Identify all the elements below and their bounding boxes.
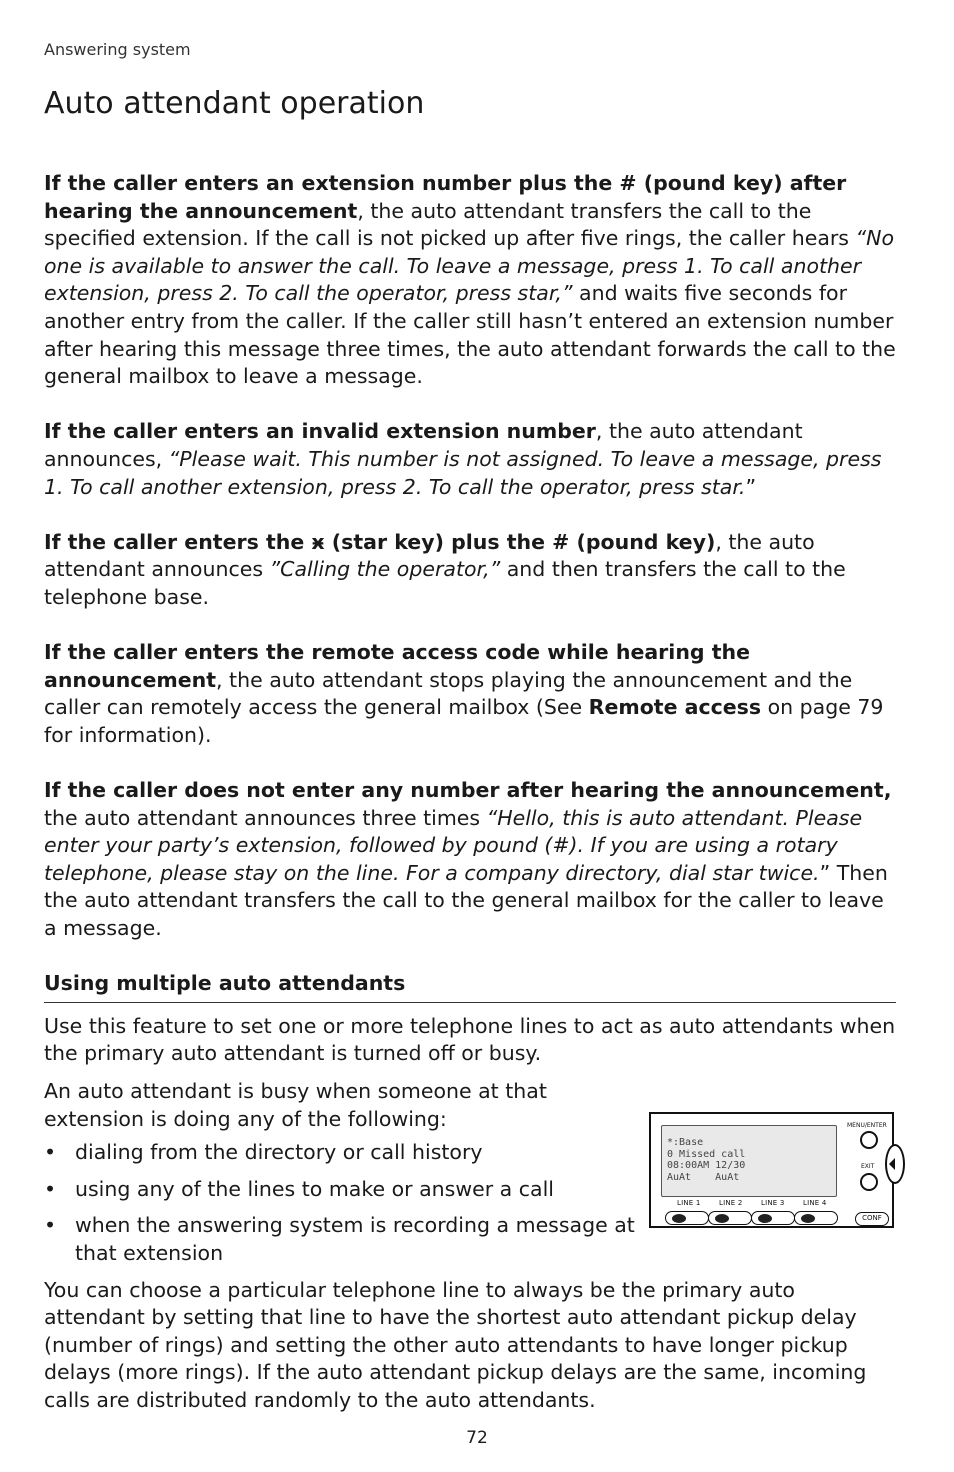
- phone-illustration: [649, 1112, 894, 1228]
- star-key-icon: ӿ: [311, 529, 325, 554]
- exit-label: EXIT: [861, 1163, 875, 1170]
- line-1-button-icon: [665, 1211, 709, 1225]
- screen-line: AuAt AuAt: [667, 1171, 740, 1183]
- nav-wheel-icon: [885, 1144, 905, 1184]
- screen-line: 0 Missed call: [667, 1148, 746, 1160]
- nav-arrow-icon: [889, 1158, 895, 1170]
- line-label: LINE 3: [761, 1199, 785, 1207]
- section-label: Answering system: [44, 40, 191, 59]
- line-4-button-icon: [794, 1211, 838, 1225]
- line-label: LINE 1: [677, 1199, 701, 1207]
- section-heading: Using multiple auto attendants: [44, 970, 896, 1003]
- paragraph-invalid-extension: If the caller enters an invalid extension number, the auto attendant announces, “Please wait. This number is not assigned. To leave a message, press 1. To call another extension, press 2. To call the operator, press star.”: [44, 419, 882, 499]
- paragraph-extension-entry: If the caller enters an extension number plus the # (pound key) after hearing the announcement, the auto attendant transfers the call to the specified extension. If the call is not picked up after five rings, the caller hears “No one is available to answer the call. To leave a message, press 1. To call another extension, press 2. To call the operator, press star,” and waits five seconds for another entry from the caller. If the caller still hasn’t entered an extension number after hearing this message three times, the auto attendant forwards the call to the general mailbox to leave a message.: [44, 171, 896, 389]
- paragraph-busy-intro: An auto attendant is busy when someone at that extension is doing any of the following:: [44, 1079, 547, 1131]
- page-number: 72: [466, 1428, 488, 1448]
- menu-enter-label: MENU/ENTER: [847, 1122, 887, 1129]
- screen-line: *:Base: [667, 1137, 704, 1148]
- phone-screen: [661, 1125, 837, 1197]
- paragraph-multiple-intro: Use this feature to set one or more telephone lines to act as auto attendants when the primary auto attendant is turned off or busy.: [44, 1013, 896, 1066]
- screen-line: 08:00AM 12/30: [667, 1160, 746, 1171]
- paragraph-star-pound: If the caller enters the ӿ (star key) plus the # (pound key), the auto attendant announces ”Calling the operator,” and then transfers the call to the telephone base.: [44, 529, 846, 609]
- list-item: • when the answering system is recording a message at that extension: [44, 1212, 644, 1267]
- list-item: • dialing from the directory or call history: [44, 1139, 644, 1167]
- list-item: • using any of the lines to make or answer a call: [44, 1176, 644, 1204]
- line-label: LINE 4: [803, 1199, 827, 1207]
- paragraph-primary-attendant: You can choose a particular telephone line to always be the primary auto attendant by setting that line to have the shortest auto attendant pickup delay (number of rings) and setting the other auto attendants to have longer pickup delays (more rings). If the auto attendant pickup delays are the same, incoming calls are distributed randomly to the auto attendants.: [44, 1277, 867, 1412]
- paragraph-no-entry: If the caller does not enter any number after hearing the announcement, the auto attendant announces three times “Hello, this is auto attendant. Please enter your party’s extension, followed by pound (#). If you are using a rotary telephone, please stay on the line. For a company directory, dial star twice.” Then the auto attendant transfers the call to the general mailbox for the caller to leave a message.: [44, 778, 892, 941]
- body-text: [44, 170, 896, 1442]
- page-title: Auto attendant operation: [44, 86, 425, 121]
- conf-button-icon: CONF: [855, 1212, 889, 1226]
- busy-conditions-list: [44, 1139, 644, 1267]
- line-3-button-icon: [751, 1211, 795, 1225]
- line-label: LINE 2: [719, 1199, 743, 1207]
- line-2-button-icon: [708, 1211, 752, 1225]
- paragraph-remote-access: If the caller enters the remote access code while hearing the announcement, the auto attendant stops playing the announcement and the caller can remotely access the general mailbox (See Remote access on page 79 for information).: [44, 640, 884, 747]
- remote-access-reference: Remote access: [588, 695, 762, 720]
- exit-button-icon: [860, 1173, 878, 1191]
- menu-enter-button-icon: [860, 1131, 878, 1149]
